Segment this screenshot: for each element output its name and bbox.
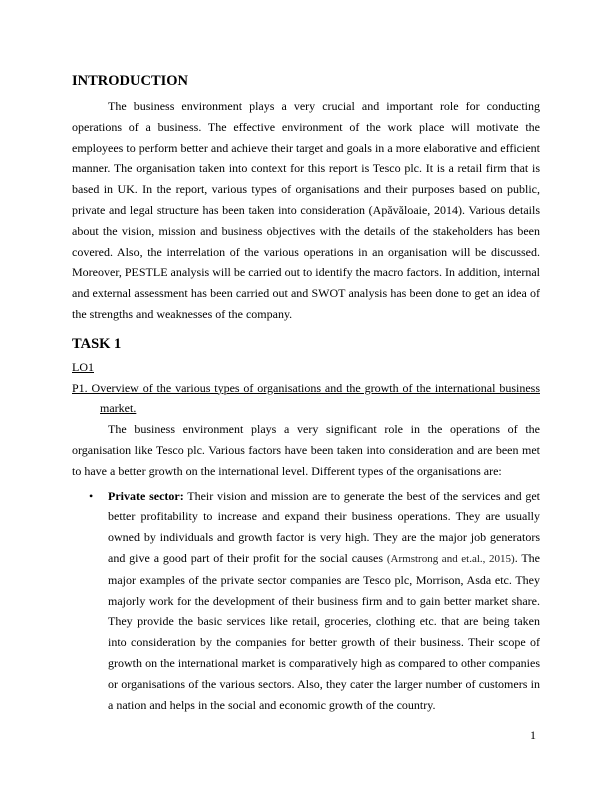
citation: (Armstrong and et.al., 2015): [386, 552, 515, 565]
p1-subheading: P1. Overview of the various types of organisations and the growth of the international business market.: [72, 380, 540, 416]
document-page: [72, 72, 540, 715]
task-paragraph: The business environment plays a very significant role in the operations of the organisation like Tesco plc. Various factors have been taken into consideration and are been met to have a better growth on the international level. Different types of the organisations are:: [72, 422, 540, 478]
page-number: 1: [530, 728, 536, 742]
bullet-icon: •: [89, 488, 94, 503]
introduction-heading: INTRODUCTION: [72, 73, 189, 89]
bullet-label: Private sector:: [108, 488, 184, 503]
task-heading: TASK 1: [72, 335, 122, 352]
bullet-text-before: Their vision and mission are to generate the best of the services and get better profitability to increase and expand their business operations. They are usually owned by individuals and growth factor is very high. They are the major job generators and give a good part of their profit for the social causes: [108, 488, 540, 565]
list-item: [72, 486, 540, 716]
bullet-text-after: . The major examples of the private sector companies are Tesco plc, Morrison, Asda etc. They majorly work for the development of their business firm and to gain better market share. They provide the basic services like retail, groceries, clothing etc. that are being taken into consideration by the companies for better growth of their business. Their scope of growth on the international market is comparatively high as compared to other companies or organisations of the various sectors. Also, they cater the larger number of customers in a nation and helps in the social and economic growth of the country.: [108, 550, 540, 712]
introduction-paragraph: The business environment plays a very crucial and important role for conducting operations of a business. The effective environment of the work place will motivate the employees to perform better and achieve their target and goals in a more elaborative and efficient manner. The organisation taken into context for this report is Tesco plc. It is a retail firm that is based in UK. In the report, various types of organisations and their purposes based on public, private and legal structure has been taken into consideration (Apăvăloaie, 2014). Various details about the vision, mission and business objectives with the details of the stakeholders has been covered. Also, the interrelation of the various operations in an organisation will be discussed. Moreover, PESTLE analysis will be carried out to identify the macro factors. In addition, internal and external assessment has been carried out and SWOT analysis has been done to get an idea of the strengths and weaknesses of the company.: [72, 99, 540, 321]
learning-outcome-label: LO1: [72, 359, 94, 374]
organisation-types-list: [72, 486, 540, 716]
